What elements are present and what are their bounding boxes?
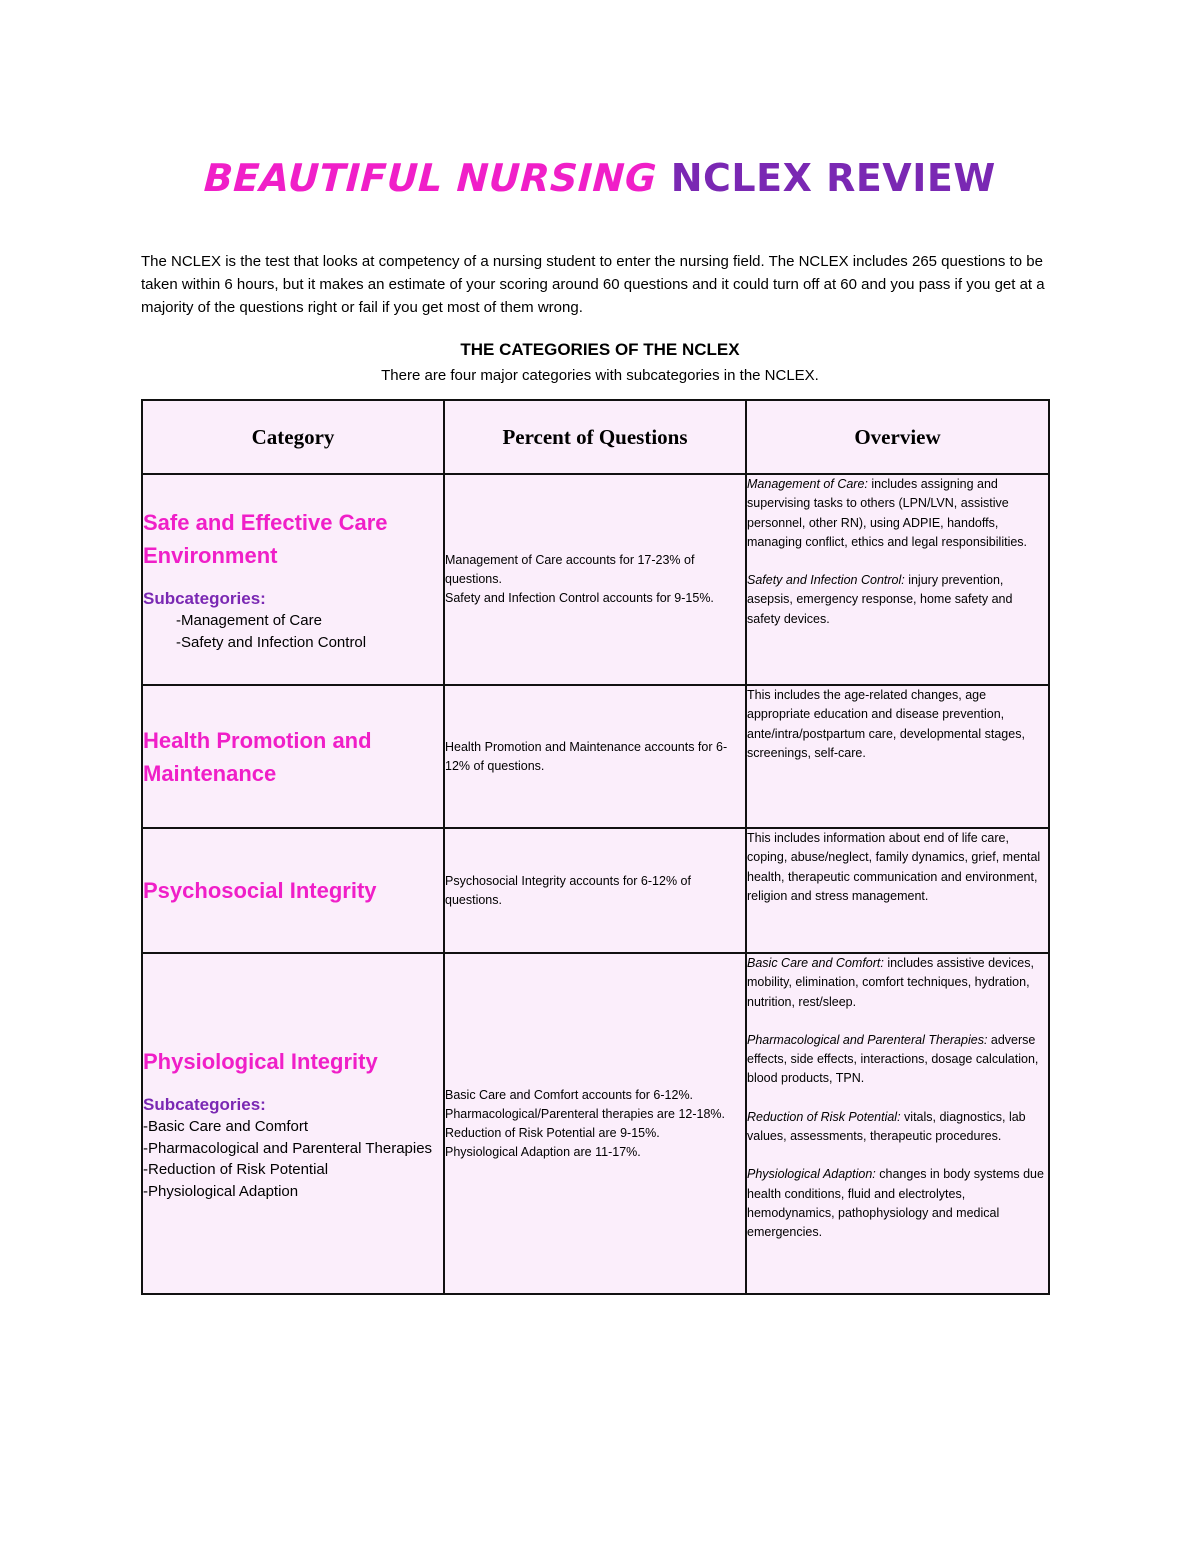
page-title [0, 156, 1200, 200]
category-cell [142, 828, 444, 953]
overview-text: This includes the age-related changes, age appropriate education and disease prevention, ante/intra/postpartum care, developmental stages, screenings, self-care. [747, 688, 1025, 760]
categories-table [141, 399, 1050, 1295]
title-subject: NCLEX REVIEW [670, 156, 996, 200]
percent-line: Pharmacological/Parenteral therapies are 12-18%. [445, 1106, 726, 1121]
category-name: Safe and Effective Care Environment [143, 510, 388, 568]
overview-text: includes assigning and supervising tasks to others (LPN/LVN, assistive personnel, other RN), using ADPIE, handoffs, managing conflict, ethics and legal responsibilities. [747, 477, 1028, 549]
overview-block [747, 1031, 1048, 1089]
percent-line: Management of Care accounts for 17-23% of questions. [445, 553, 695, 586]
subcategory-item: -Safety and Infection Control [176, 633, 367, 651]
overview-cell [746, 828, 1049, 953]
overview-block [747, 686, 1048, 763]
percent-line: Psychosocial Integrity accounts for 6-12% of questions. [445, 873, 691, 907]
overview-label: Safety and Infection Control: [747, 573, 905, 588]
category-cell [142, 953, 444, 1294]
category-cell [142, 474, 444, 685]
title-brand: BEAUTIFUL NURSING [203, 156, 659, 200]
intro-paragraph: The NCLEX is the test that looks at competency of a nursing student to enter the nursing field. The NCLEX includes 265 questions to be taken within 6 hours, but it makes an estimate of your scoring around 60 questions and it could turn off at 60 and you pass if you get at a majority of the questions right or fail if you get most of them wrong. [141, 253, 1045, 316]
table-row [142, 474, 1049, 685]
overview-cell [746, 953, 1049, 1294]
overview-block [747, 1165, 1048, 1242]
percent-cell [444, 828, 746, 953]
overview-block [747, 1108, 1048, 1147]
overview-cell [746, 474, 1049, 685]
overview-text: adverse effects, side effects, interactions, dosage calculation, blood products, TPN. [747, 1032, 1039, 1086]
table-row [142, 685, 1049, 828]
header-category: Category [142, 400, 444, 474]
section-subtitle: There are four major categories with subcategories in the NCLEX. [381, 367, 819, 384]
subcategory-item: -Physiological Adaption [143, 1182, 299, 1200]
category-name: Psychosocial Integrity [143, 878, 377, 903]
percent-cell [444, 953, 746, 1294]
category-cell [142, 685, 444, 828]
category-name: Health Promotion and Maintenance [143, 727, 372, 786]
percent-cell [444, 685, 746, 828]
table-header-row [142, 400, 1049, 474]
percent-line: Health Promotion and Maintenance accounts for 6-12% of questions. [445, 739, 728, 773]
percent-line: Reduction of Risk Potential are 9-15%. [445, 1125, 660, 1140]
overview-text: changes in body systems due health conditions, fluid and electrolytes, hemodynamics, pathophysiology and medical emergencies. [747, 1167, 1044, 1240]
overview-label: Pharmacological and Parenteral Therapies: [747, 1032, 988, 1047]
subcategory-item: -Reduction of Risk Potential [143, 1161, 329, 1178]
header-overview: Overview [746, 400, 1049, 474]
table-row [142, 828, 1049, 953]
overview-text: vitals, diagnostics, lab values, assessments, therapeutic procedures. [747, 1109, 1026, 1144]
overview-text: This includes information about end of life care, coping, abuse/neglect, family dynamics, grief, mental health, therapeutic communication and environment, religion and stress management. [747, 831, 1041, 903]
subcategory-item: -Management of Care [176, 612, 322, 629]
table-row [142, 953, 1049, 1294]
percent-cell [444, 474, 746, 685]
overview-block [747, 571, 1048, 629]
overview-block [747, 829, 1048, 906]
percent-line: Physiological Adaption are 11-17%. [445, 1144, 641, 1159]
overview-block [747, 954, 1048, 1012]
subcategory-item: -Basic Care and Comfort [143, 1118, 309, 1135]
overview-label: Reduction of Risk Potential: [747, 1109, 901, 1124]
subcategories-label: Subcategories: [143, 589, 266, 608]
overview-block [747, 475, 1048, 552]
overview-text: injury prevention, asepsis, emergency response, home safety and safety devices. [747, 573, 1013, 626]
percent-line: Basic Care and Comfort accounts for 6-12%. [445, 1087, 694, 1102]
section-title: THE CATEGORIES OF THE NCLEX [460, 340, 740, 359]
overview-text: includes assistive devices, mobility, elimination, comfort techniques, hydration, nutrition, rest/sleep. [747, 956, 1034, 1009]
overview-label: Basic Care and Comfort: [747, 956, 884, 970]
header-percent: Percent of Questions [444, 400, 746, 474]
overview-label: Management of Care: [747, 477, 868, 491]
category-name: Physiological Integrity [143, 1049, 378, 1074]
percent-line: Safety and Infection Control accounts for 9-15%. [445, 591, 714, 605]
subcategories-label: Subcategories: [143, 1095, 266, 1114]
overview-cell [746, 685, 1049, 828]
overview-label: Physiological Adaption: [747, 1167, 876, 1182]
subcategory-item: -Pharmacological and Parenteral Therapies [143, 1139, 433, 1157]
